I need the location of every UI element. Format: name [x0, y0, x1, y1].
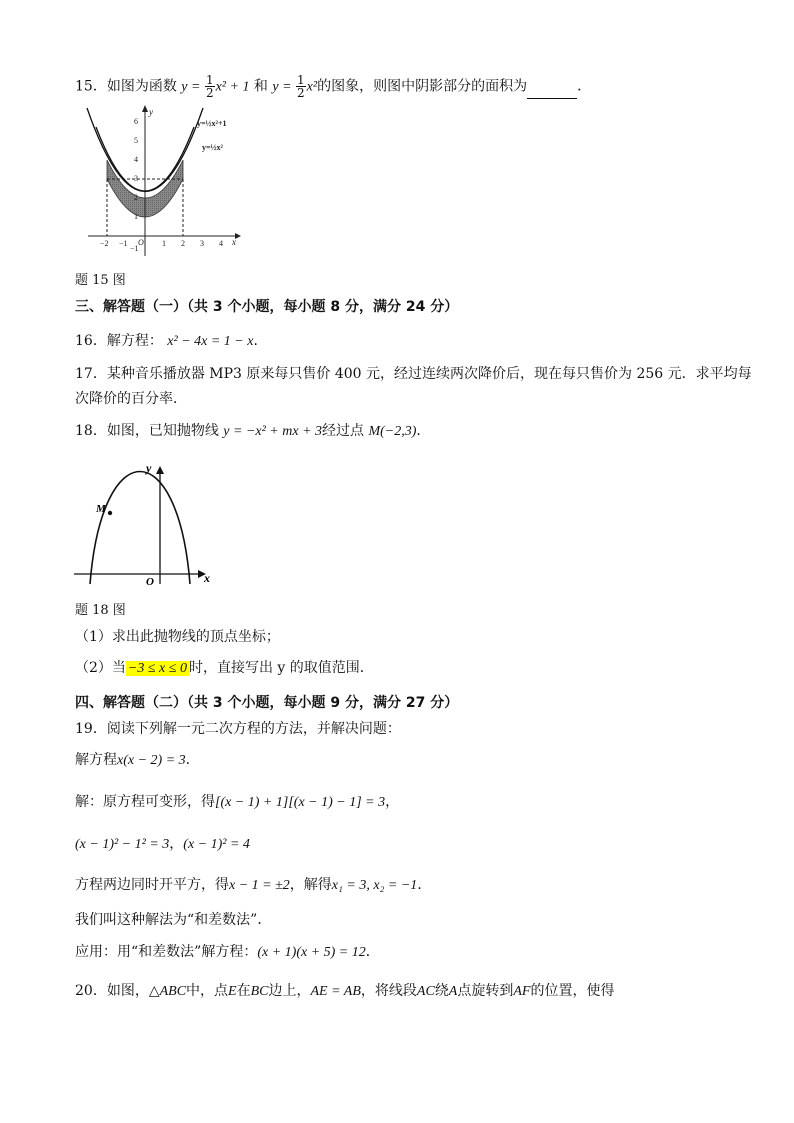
- q19-end: ．: [185, 752, 200, 768]
- question-17-line1: 17．某种音乐播放器 MP3 原来每只售价 400 元，经过连续两次降价后，现在每只售价为 256 元．求平均每: [75, 366, 752, 382]
- y-tick-2: 2: [134, 193, 138, 202]
- origin-label: O: [138, 238, 144, 247]
- x-tick-1: 1: [162, 239, 166, 248]
- y-tick-1: 1: [134, 212, 138, 221]
- figure-15-caption: 题 15 图: [75, 273, 126, 288]
- q18-point: M(−2,3): [368, 424, 417, 439]
- q20-t1: 如图，: [106, 983, 149, 999]
- label-lower-curve: y=½x²: [202, 143, 223, 152]
- q16-end: ．: [253, 333, 268, 349]
- y-axis-label: y: [149, 107, 153, 117]
- q19-line4-eq1: x − 1 = ±2: [229, 878, 290, 893]
- q20-equation: AE = AB: [310, 984, 361, 999]
- q19-sol-eq: [(x − 1) + 1][(x − 1) − 1] = 3: [215, 795, 386, 810]
- q20-t7: 点旋转到: [457, 983, 514, 999]
- section-3-heading: 三、解答题（一）（共 3 个小题，每小题 8 分，满分 24 分）: [75, 299, 459, 315]
- x-tick-3: 3: [200, 239, 204, 248]
- frac-num: 1: [297, 73, 305, 87]
- q16-text: 解方程：: [106, 333, 163, 349]
- eq1-rhs: x² + 1: [215, 79, 250, 95]
- figure-15-graph: [80, 104, 250, 264]
- q19-line3-sep: ，: [169, 836, 184, 852]
- q19-line4-pre: 方程两边同时开平方，得: [75, 877, 229, 893]
- fraction-half-1: [205, 74, 215, 99]
- question-19-solution-1: [75, 792, 399, 813]
- x-tick-neg1: −1: [119, 239, 128, 248]
- q19-eq: x(x − 2) = 3: [117, 753, 186, 768]
- q18-text: 如图，已知抛物线: [106, 423, 219, 439]
- y-tick-5: 5: [134, 136, 138, 145]
- eq1-lhs: y =: [181, 79, 204, 95]
- eq2-lhs: y =: [272, 79, 296, 95]
- y-tick-4: 4: [134, 155, 138, 164]
- q15-text-2: 和: [253, 78, 268, 95]
- question-18-part-1: （1）求出此抛物线的顶点坐标；: [75, 629, 280, 645]
- q20-t4: 边上，: [268, 983, 311, 999]
- question-18-part-2: [75, 658, 374, 679]
- x-tick-2: 2: [181, 239, 185, 248]
- answer-blank: [527, 84, 577, 99]
- question-19-application: [75, 942, 380, 963]
- q18-part2-pre: （2）当: [75, 660, 126, 676]
- question-17-line2: 次降价的百分率．: [75, 391, 187, 407]
- q19-line3-b: (x − 1)² = 4: [183, 837, 250, 852]
- y-tick-neg1: −1: [130, 244, 139, 253]
- q20-t5: ，将线段: [360, 983, 417, 999]
- question-19-intro: 19．阅读下列解一元二次方程的方法，并解决问题：: [75, 721, 401, 737]
- parabola: [90, 472, 190, 585]
- eq2-rhs: x²: [306, 79, 318, 95]
- x-axis-label: x: [232, 237, 236, 247]
- label-upper-curve: y=½x²+1: [197, 119, 227, 128]
- q19-line6-end: ．: [365, 944, 380, 960]
- section-4-heading: 四、解答题（二）（共 3 个小题，每小题 9 分，满分 27 分）: [75, 695, 459, 711]
- question-19-equation: [75, 750, 200, 771]
- y-tick-3: 3: [134, 174, 138, 183]
- frac-den: 2: [297, 86, 305, 100]
- q19-sol-end: ，: [385, 794, 400, 810]
- question-number: 15．: [75, 78, 107, 95]
- q15-text-1: 如图为函数: [106, 78, 177, 95]
- figure-18-caption: 题 18 图: [75, 603, 126, 618]
- q19-sol-pre: 解：原方程可变形，得: [75, 794, 215, 810]
- q18-equation: y = −x² + mx + 3: [223, 424, 323, 439]
- q19-line3-a: (x − 1)² − 1² = 3: [75, 837, 170, 852]
- q20-point-a: A: [448, 984, 458, 999]
- q19-line4-end: ．: [417, 877, 432, 893]
- y-axis-label: y: [146, 461, 152, 475]
- q20-segment-ac: AC: [416, 984, 435, 999]
- origin-label: O: [146, 576, 154, 588]
- y-axis-arrow: [156, 466, 164, 474]
- q18-part2-post: 时，直接写出 y 的取值范围．: [188, 660, 374, 676]
- x-tick-neg2: −2: [100, 239, 109, 248]
- q18-text-2: 经过点: [322, 423, 365, 439]
- point-m-label: M: [96, 503, 106, 515]
- frac-num: 1: [205, 73, 214, 87]
- q16-equation: x² − 4x = 1 − x: [167, 334, 254, 349]
- question-19-solution-3: [75, 875, 431, 896]
- question-19-solution-4: 我们叫这种解法为“和差数法”．: [75, 912, 272, 928]
- question-16: [75, 331, 267, 352]
- frac-den: 2: [205, 86, 214, 100]
- y-tick-6: 6: [134, 117, 138, 126]
- q20-segment-af: AF: [513, 984, 531, 999]
- question-15: [75, 74, 591, 99]
- q15-text-3: 的图象，则图中阴影部分的面积为: [317, 78, 528, 95]
- q20-t3: 在: [236, 983, 251, 999]
- q19-eq-label: 解方程: [75, 752, 117, 768]
- q19-line4-eq2: x₁ = 3, x₂ = −1: [331, 878, 418, 893]
- q20-t8: 的位置，使得: [530, 983, 615, 999]
- q15-end: ．: [577, 78, 592, 95]
- q19-line6-eq: (x + 1)(x + 5) = 12: [257, 945, 366, 960]
- fraction-half-2: [296, 74, 306, 99]
- y-axis-arrow: [142, 105, 148, 112]
- question-number: 20．: [75, 983, 107, 999]
- q20-point-e: E: [228, 984, 237, 999]
- figure-18-graph: [72, 458, 222, 590]
- point-m: [108, 511, 112, 515]
- x-tick-4: 4: [219, 239, 223, 248]
- x-axis-label: x: [204, 571, 210, 585]
- highlighted-inequality: −3 ≤ x ≤ 0: [127, 661, 187, 676]
- q20-t2: 中，点: [186, 983, 229, 999]
- q19-line6-pre: 应用：用“和差数法”解方程：: [75, 944, 258, 960]
- question-number: 16．: [75, 333, 107, 349]
- q19-line4-mid: ，解得: [289, 877, 332, 893]
- question-18: [75, 421, 430, 442]
- q20-t6: 绕: [434, 983, 449, 999]
- q18-end: ．: [416, 423, 431, 439]
- question-number: 18．: [75, 423, 107, 439]
- question-20: [75, 981, 614, 1002]
- question-19-solution-2: [75, 834, 250, 855]
- q20-triangle: △ABC: [148, 984, 187, 999]
- q20-segment-bc: BC: [250, 984, 269, 999]
